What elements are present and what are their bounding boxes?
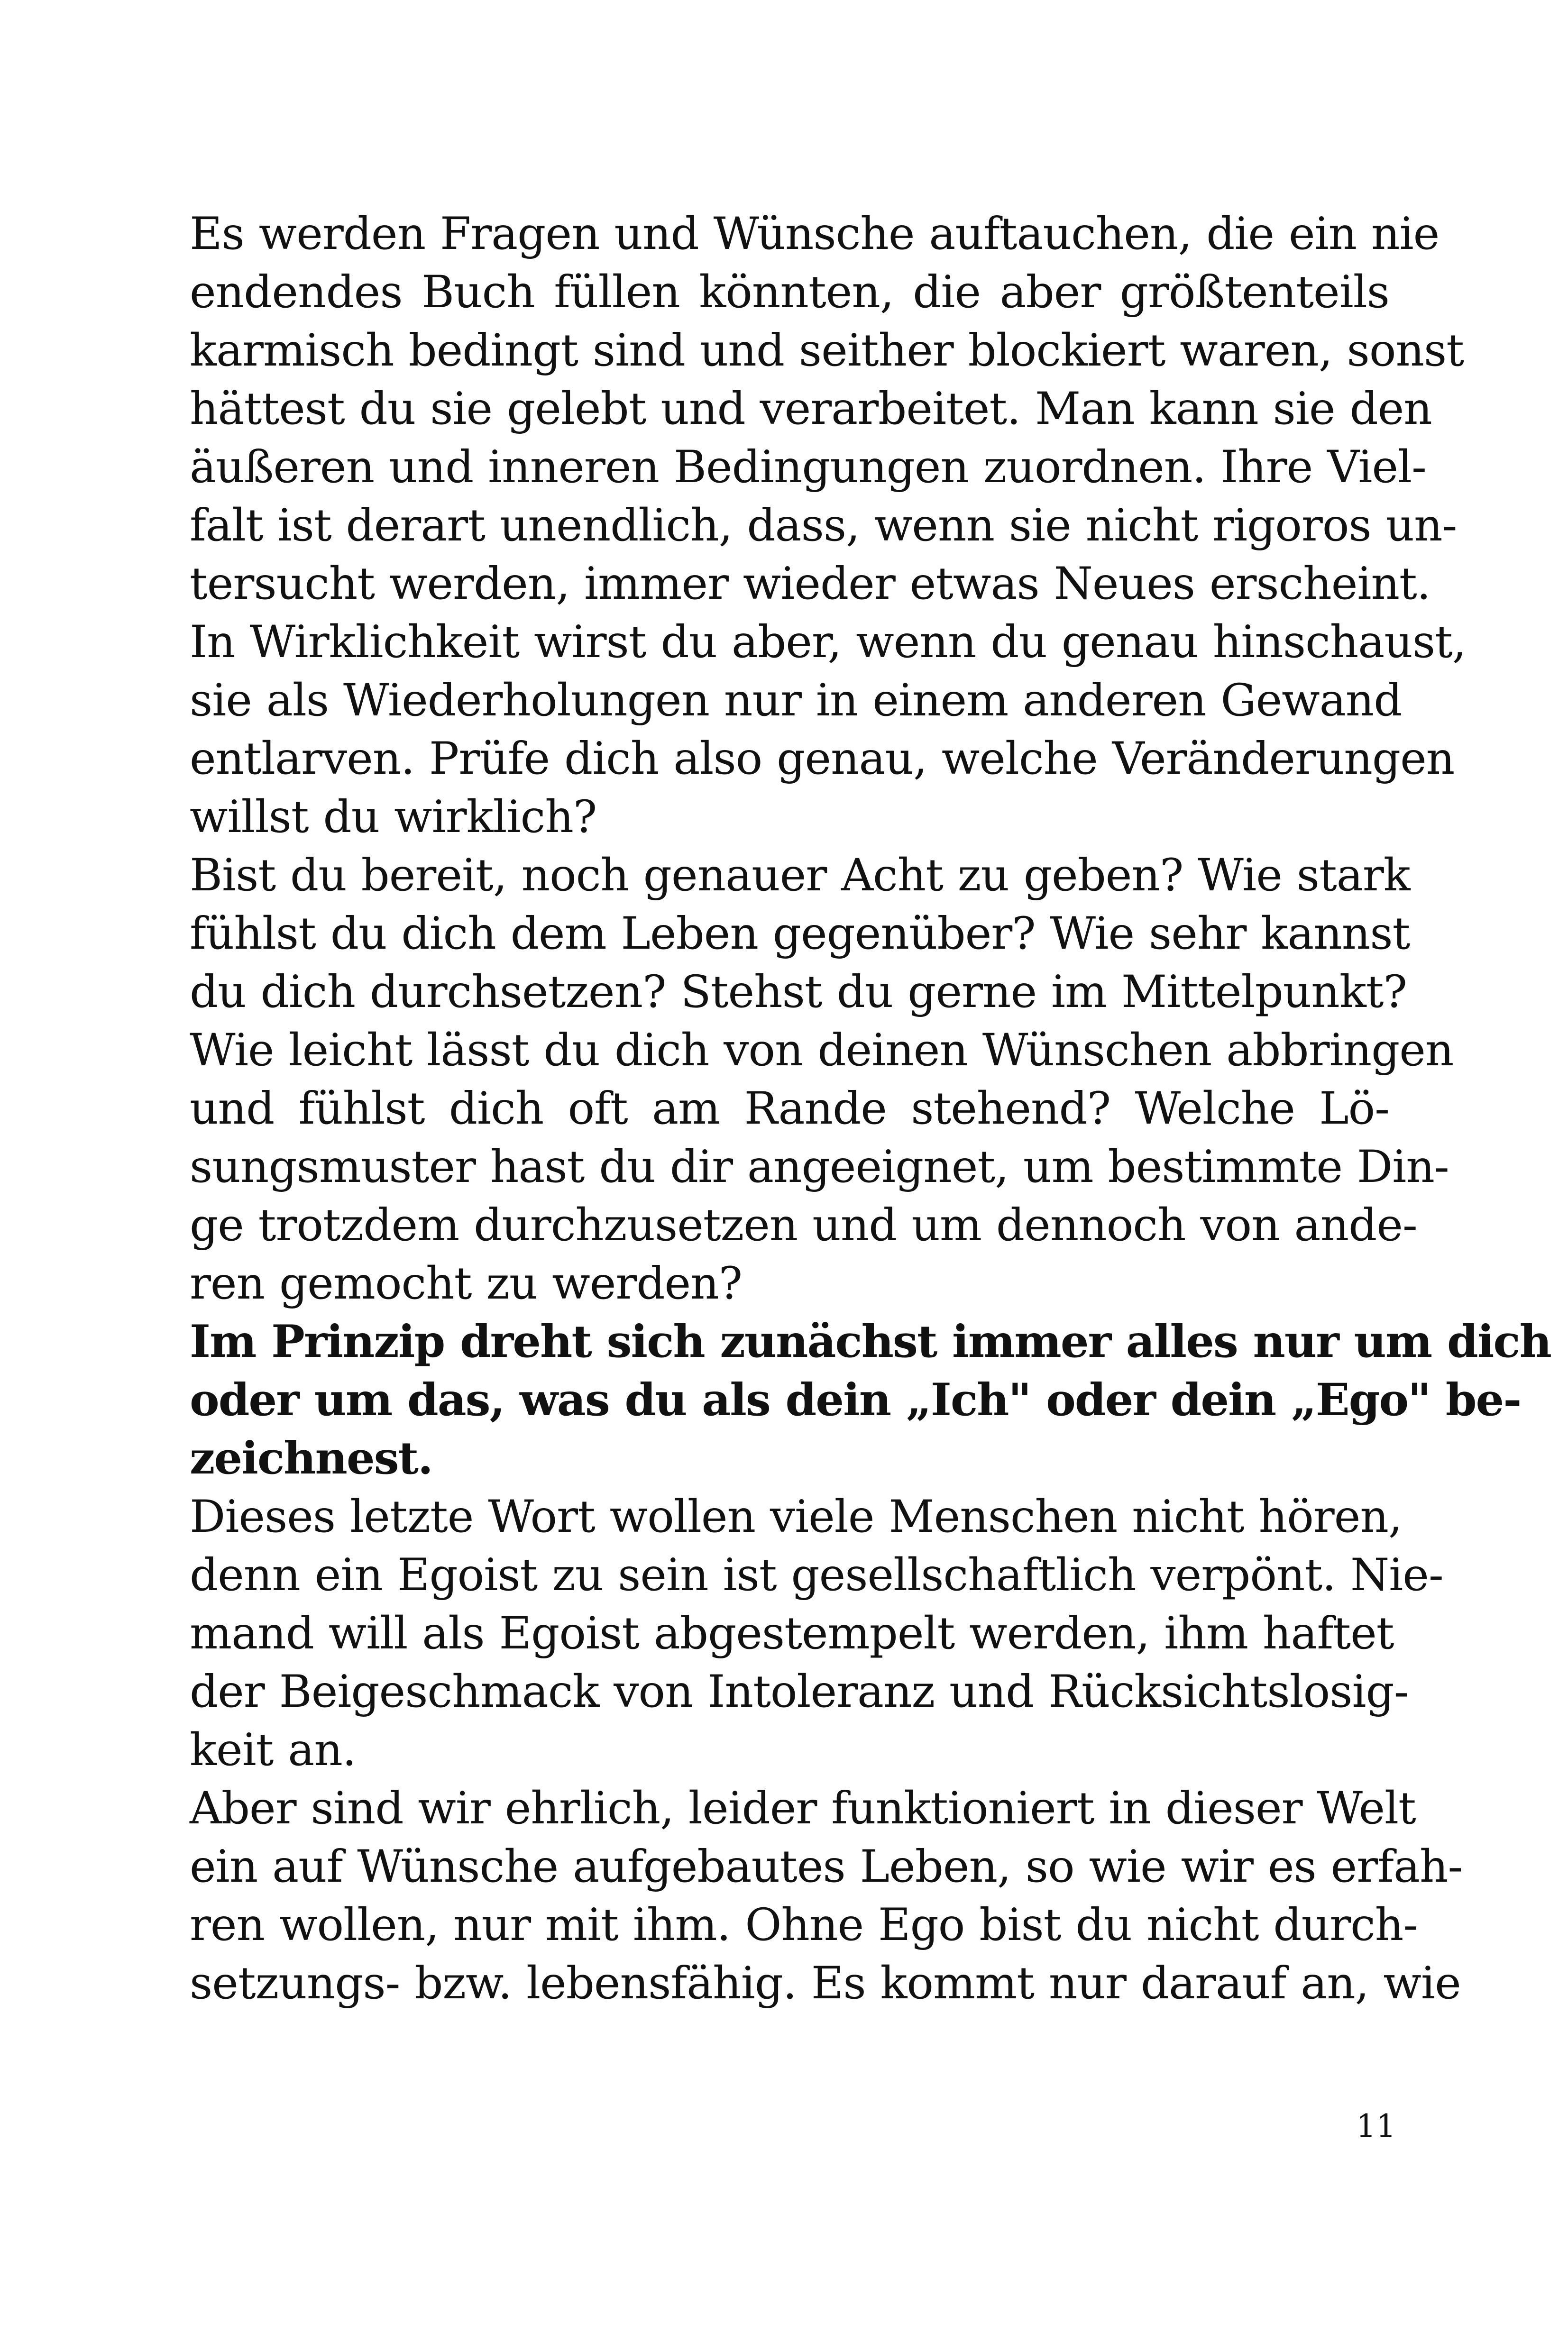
text-line: In Wirklichkeit wirst du aber, wenn du genau hinschaust,: [190, 616, 1466, 668]
text-line: hättest du sie gelebt und verarbeitet. Man kann sie den: [190, 383, 1432, 435]
text-line: Es werden Fragen und Wünsche auftauchen, die ein nie: [190, 208, 1440, 260]
bold-text-line: zeichnest.: [190, 1432, 432, 1484]
text-line: falt ist derart unendlich, dass, wenn sie nicht rigoros un-: [190, 500, 1457, 551]
text-line: mand will als Egoist abgestempelt werden, ihm haftet: [190, 1608, 1394, 1659]
page-number: 11: [1356, 2108, 1396, 2144]
body-text: [190, 205, 1551, 2013]
text-line: Dieses letzte Wort wollen viele Menschen nicht hören,: [190, 1491, 1402, 1543]
text-line: Wie leicht lässt du dich von deinen Wünschen abbringen: [190, 1025, 1454, 1076]
text-line: du dich durchsetzen? Stehst du gerne im Mittelpunkt?: [190, 966, 1407, 1018]
text-line: und fühlst dich oft am Rande stehend? Welche Lö-: [190, 1083, 1389, 1135]
bold-text-line: Im Prinzip dreht sich zunächst immer alles nur um dich: [190, 1316, 1551, 1368]
text-line: endendes Buch füllen könnten, die aber größtenteils: [190, 266, 1389, 318]
text-line: Aber sind wir ehrlich, leider funktioniert in dieser Welt: [190, 1783, 1416, 1834]
text-line: äußeren und inneren Bedingungen zuordnen. Ihre Viel-: [190, 441, 1426, 493]
text-line: ein auf Wünsche aufgebautes Leben, so wie wir es erfah-: [190, 1841, 1463, 1893]
text-line: sungsmuster hast du dir angeeignet, um bestimmte Din-: [190, 1141, 1449, 1193]
text-line: Bist du bereit, noch genauer Acht zu geben? Wie stark: [190, 850, 1410, 901]
text-line: setzungs- bzw. lebensfähig. Es kommt nur darauf an, wie: [190, 1958, 1461, 2009]
text-line: keit an.: [190, 1724, 356, 1776]
text-line: willst du wirklich?: [190, 791, 597, 843]
text-line: karmisch bedingt sind und seither blockiert waren, sonst: [190, 325, 1464, 376]
text-line: entlarven. Prüfe dich also genau, welche Veränderungen: [190, 733, 1455, 785]
text-line: sie als Wiederholungen nur in einem anderen Gewand: [190, 675, 1402, 726]
bold-text-line: oder um das, was du als dein „Ich" oder dein „Ego" be-: [190, 1374, 1521, 1426]
text-line: tersucht werden, immer wieder etwas Neues erscheint.: [190, 558, 1430, 610]
text-line: ren gemocht zu werden?: [190, 1258, 743, 1309]
text-line: denn ein Egoist zu sein ist gesellschaftlich verpönt. Nie-: [190, 1549, 1443, 1601]
text-line: ren wollen, nur mit ihm. Ohne Ego bist du nicht durch-: [190, 1899, 1418, 1951]
text-line: der Beigeschmack von Intoleranz und Rücksichtslosig-: [190, 1666, 1409, 1718]
text-line: ge trotzdem durchzusetzen und um dennoch von ande-: [190, 1199, 1417, 1251]
text-line: fühlst du dich dem Leben gegenüber? Wie sehr kannst: [190, 908, 1410, 960]
